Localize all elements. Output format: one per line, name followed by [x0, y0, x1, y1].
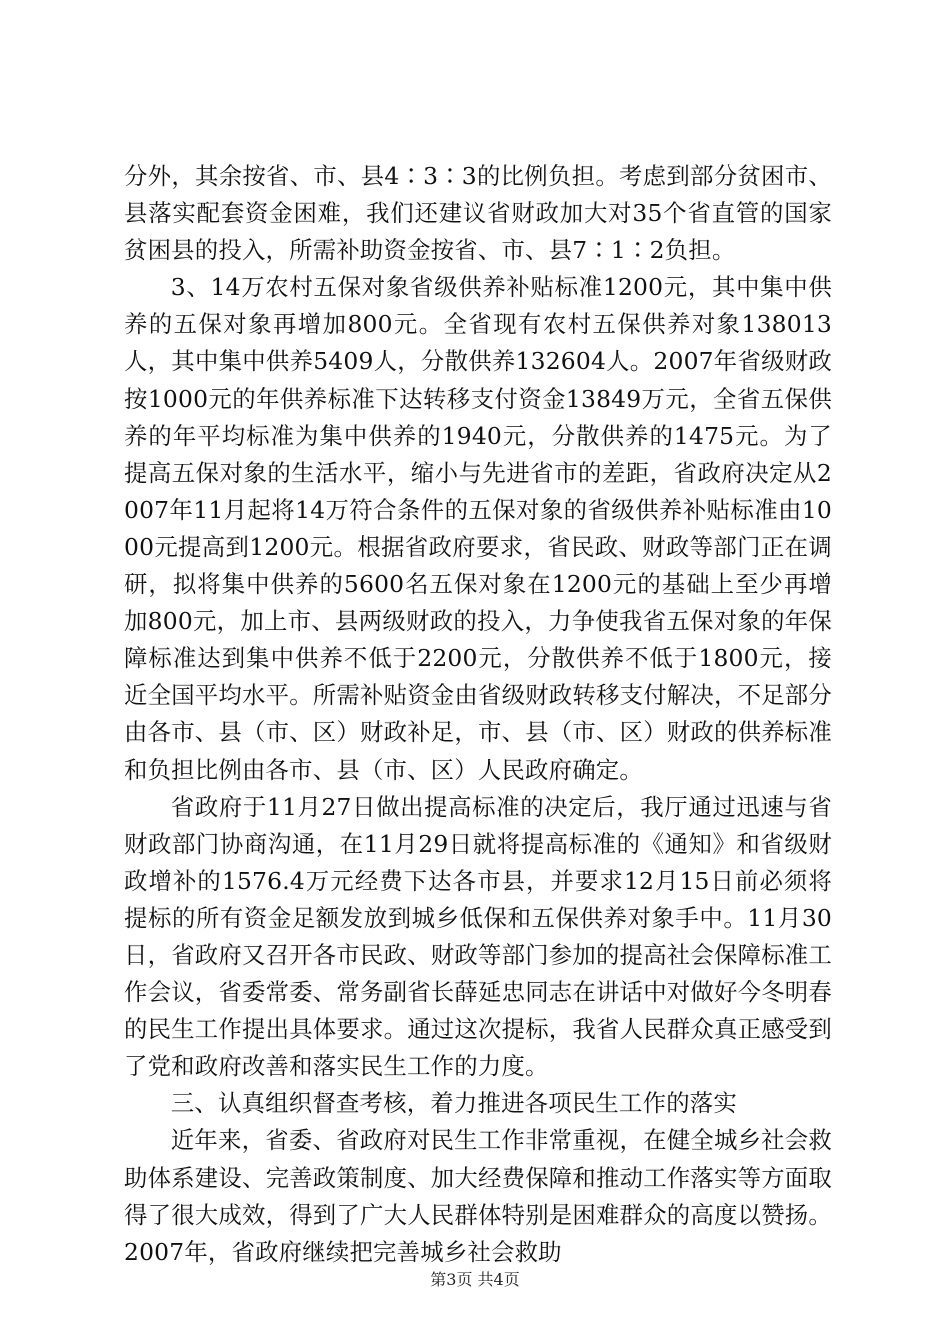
- paragraph-provincial-decision: 省政府于11月27日做出提高标准的决定后，我厅通过迅速与省财政部门协商沟通，在11月29日就将提高标准的《通知》和省级财政增补的1576.4万元经费下达各市县，并要求12月15日前必须将提标的所有资金足额发放到城乡低保和五保供养对象手中。11月30日，省政府又召开各市民政、财政等部门参加的提高社会保障标准工作会议，省委常委、常务副省长薛延忠同志在讲话中对做好今冬明春的民生工作提出具体要求。通过这次提标，我省人民群众真正感受到了党和政府改善和落实民生工作的力度。: [124, 792, 832, 1081]
- paragraph-wubao-subsidy: 3、14万农村五保对象省级供养补贴标准1200元，其中集中供养的五保对象再增加800元。全省现有农村五保供养对象138013人，其中集中供养5409人，分散供养132604人。2007年省级财政按1000元的年供养标准下达转移支付资金13849万元，全省五保供养的年平均标准为集中供养的1940元，分散供养的1475元。为了提高五保对象的生活水平，缩小与先进省市的差距，省政府决定从2007年11月起将14万符合条件的五保对象的省级供养补贴标准由1000元提高到1200元。根据省政府要求，省民政、财政等部门正在调研，拟将集中供养的5600名五保对象在1200元的基础上至少再增加800元，加上市、县两级财政的投入，力争使我省五保对象的年保障标准达到集中供养不低于2200元，分散供养不低于1800元，接近全国平均水平。所需补贴资金由省级财政转移支付解决，不足部分由各市、县（市、区）财政补足，市、县（市、区）财政的供养标准和负担比例由各市、县（市、区）人民政府确定。: [124, 273, 832, 784]
- document-body: [124, 158, 832, 1271]
- page-number-footer: 第3页 共4页: [430, 1270, 520, 1289]
- section-heading-supervision: 三、认真组织督查考核，着力推进各项民生工作的落实: [170, 1089, 737, 1118]
- paragraph-recent-years: 近年来，省委、省政府对民生工作非常重视，在健全城乡社会救助体系建设、完善政策制度、加大经费保障和推动工作落实等方面取得了很大成效，得到了广大人民群体特别是困难群众的高度以赞扬。2007年，省政府继续把完善城乡社会救助: [124, 1126, 832, 1266]
- paragraph-continuation: 分外，其余按省、市、县4∶3∶3的比例负担。考虑到部分贫困市、县落实配套资金困难，我们还建议省财政加大对35个省直管的国家贫困县的投入，所需补助资金按省、市、县7∶1∶2负担。: [124, 162, 832, 265]
